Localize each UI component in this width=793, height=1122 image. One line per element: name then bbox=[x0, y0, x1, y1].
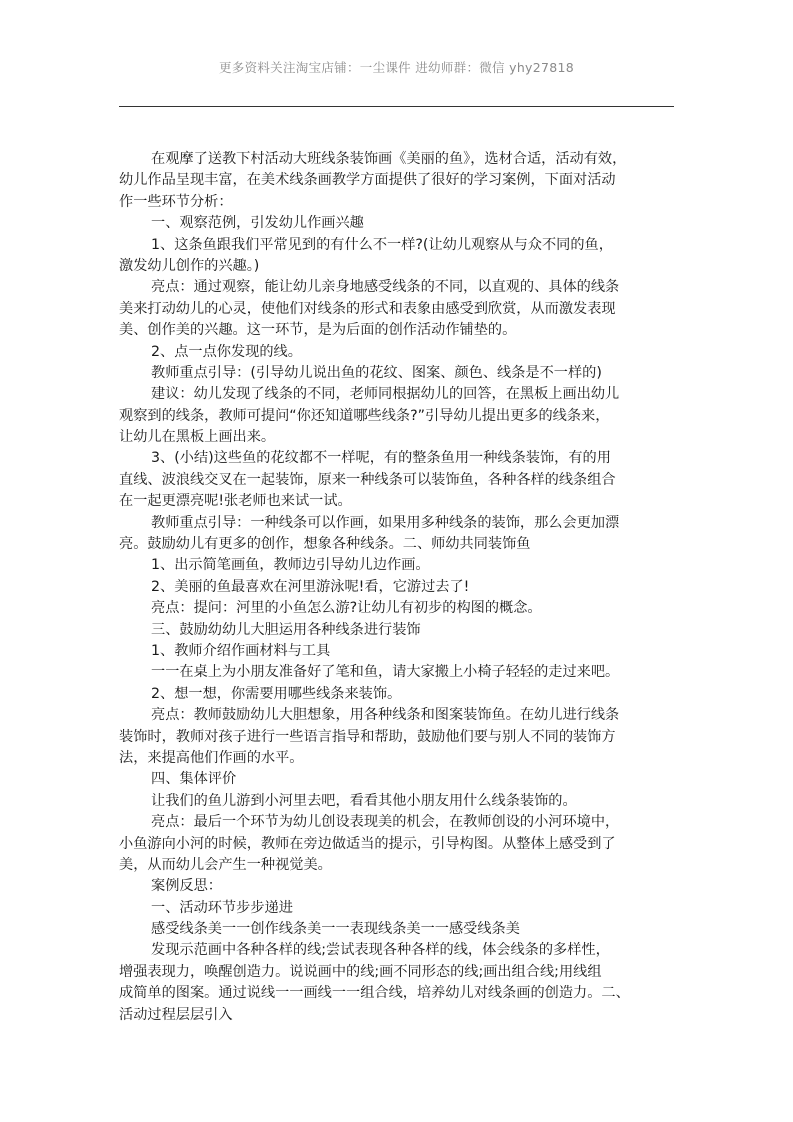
text-line: 案例反思： bbox=[151, 878, 222, 895]
text-line: 让我们的鱼儿游到小河里去吧，看看其他小朋友用什么线条装饰的。 bbox=[151, 792, 577, 809]
text-line: 亮点：通过观察，能让幼儿亲身地感受线条的不同，以直观的、具体的线条 bbox=[151, 279, 620, 296]
text-line: 作一些环节分析： bbox=[119, 193, 233, 210]
text-line: 成简单的图案。通过说线一一画线一一组合线，培养幼儿对线条画的创造力。二、 bbox=[119, 985, 630, 1002]
text-line: 幼儿作品呈现丰富，在美术线条画教学方面提供了很好的学习案例，下面对活动 bbox=[119, 172, 616, 189]
text-line: 亮点：教师鼓励幼儿大胆想象，用各种线条和图案装饰鱼。在幼儿进行线条 bbox=[151, 707, 620, 724]
text-line: 感受线条美一一创作线条美一一表现线条美一一感受线条美 bbox=[151, 921, 520, 938]
text-line: 四、集体评价 bbox=[151, 771, 237, 788]
text-line: 美、创作美的兴趣。这一环节，是为后面的创作活动作铺垫的。 bbox=[119, 322, 517, 339]
text-line: 发现示范画中各种各样的线;尝试表现各种各样的线，体会线条的多样性， bbox=[151, 942, 610, 959]
text-line: 让幼儿在黑板上画出来。 bbox=[119, 429, 276, 446]
text-line: 亮。鼓励幼儿有更多的创作，想象各种线条。二、师幼共同装饰鱼 bbox=[119, 536, 531, 553]
text-line: 在观摩了送教下村活动大班线条装饰画《美丽的鱼》，选材合适，活动有效， bbox=[151, 151, 627, 167]
document-body bbox=[119, 149, 675, 1026]
text-line: 装饰时，教师对孩子进行一些语言指导和帮助，鼓励他们要与别人不同的装饰方 bbox=[119, 728, 616, 745]
page-header: 更多资料关注淘宝店铺：一尘课件 进幼师群：微信 yhy27818 bbox=[218, 60, 575, 75]
text-line: 建议：幼儿发现了线条的不同，老师同根据幼儿的回答，在黑板上画出幼儿 bbox=[151, 386, 620, 403]
text-line: 2、点一点你发现的线。 bbox=[151, 343, 302, 360]
text-line: 3、(小结)这些鱼的花纹都不一样呢，有的整条鱼用一种线条装饰，有的用 bbox=[151, 450, 611, 467]
text-line: 活动过程层层引入 bbox=[119, 1006, 233, 1023]
text-line: 2、想一想，你需要用哪些线条来装饰。 bbox=[151, 685, 402, 702]
text-line: 法，来提高他们作画的水平。 bbox=[119, 749, 304, 766]
text-line: 一一在桌上为小朋友准备好了笔和鱼，请大家搬上小椅子轻轻的走过来吧。 bbox=[151, 664, 620, 681]
text-line: 增强表现力，唤醒创造力。说说画中的线;画不同形态的线;画出组合线;用线组 bbox=[119, 963, 602, 980]
text-line: 美来打动幼儿的心灵，使他们对线条的形式和表象由感受到欣赏，从而激发表现 bbox=[119, 300, 616, 317]
text-line: 1、这条鱼跟我们平常见到的有什么不一样?(让幼儿观察从与众不同的鱼， bbox=[151, 236, 613, 253]
text-line: 小鱼游向小河的时候，教师在旁边做适当的提示，引导构图。从整体上感受到了 bbox=[119, 835, 616, 852]
text-line: 亮点：最后一个环节为幼儿创设表现美的机会，在教师创设的小河环境中， bbox=[151, 814, 620, 831]
text-line: 直线、波浪线交叉在一起装饰，原来一种线条可以装饰鱼，各种各样的线条组合 bbox=[119, 471, 616, 488]
text-line: 教师重点引导：(引导幼儿说出鱼的花纹、图案、颜色、线条是不一样的) bbox=[151, 364, 602, 381]
text-line: 一、活动环节步步递进 bbox=[151, 899, 293, 916]
text-line: 激发幼儿创作的兴趣。) bbox=[119, 257, 260, 274]
text-line: 观察到的线条，教师可提问“你还知道哪些线条?”引导幼儿提出更多的线条来， bbox=[119, 407, 610, 424]
text-line: 美，从而幼儿会产生一种视觉美。 bbox=[119, 856, 332, 873]
text-line: 2、美丽的鱼最喜欢在河里游泳呢!看，它游过去了! bbox=[151, 578, 470, 595]
text-line: 1、教师介绍作画材料与工具 bbox=[151, 642, 331, 659]
text-line: 亮点：提问：河里的小鱼怎么游?让幼儿有初步的构图的概念。 bbox=[151, 600, 542, 617]
text-line: 三、鼓励幼幼儿大胆运用各种线条进行装饰 bbox=[151, 621, 421, 638]
text-line: 教师重点引导：一种线条可以作画，如果用多种线条的装饰，那么会更加漂 bbox=[151, 514, 620, 531]
text-line: 1、出示简笔画鱼，教师边引导幼儿边作画。 bbox=[151, 557, 430, 574]
text-line: 在一起更漂亮呢!张老师也来试一试。 bbox=[119, 493, 352, 510]
text-line: 一、观察范例，引发幼儿作画兴趣 bbox=[151, 215, 364, 232]
header-divider bbox=[119, 106, 674, 107]
